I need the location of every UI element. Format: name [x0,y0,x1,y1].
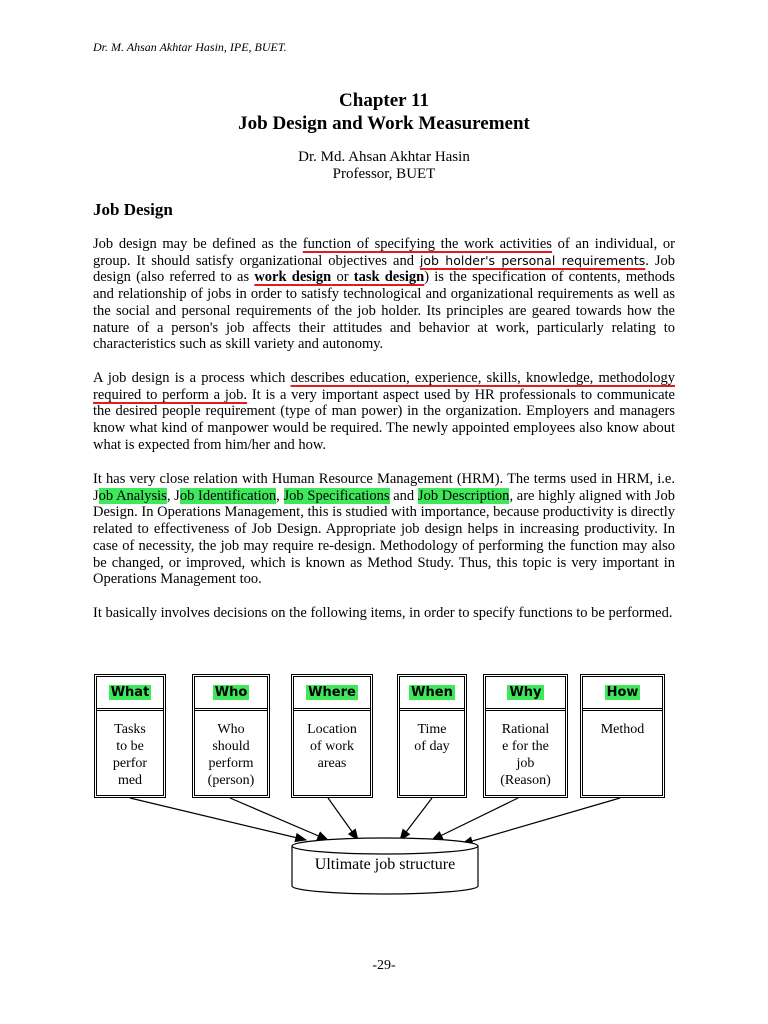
column-how [580,674,665,798]
column-line: Rational [501,722,550,737]
column-head: Where [308,685,356,700]
highlighted-term: Job Specifications [283,487,390,504]
paragraph-1: Job design may be defined as the function of specifying the work activities of an individual, or group. It should satisfy organizational objectives and job holder's personal requirements. Job design (also referred to as work design or task design) is the specification of contents, methods and relationship of jobs in order to satisfy technological and organizational requirements as well as the social and personal requirements of the job holder. Its principles are geared towards how the nature of a person's job affects their attitudes and behavior at work, particularly relating to characteristics such as skill variety and autonomy. [93,236,675,353]
column-line: perform [208,756,254,771]
highlighted-term: ob Analysis [98,487,167,504]
column-head: When [411,685,453,700]
column-head: How [606,685,639,700]
paragraph-3: It has very close relation with Human Resource Management (HRM). The terms used in HRM, i.e. Job Analysis, Job Identification, Job Specifications and Job Description, are highly aligned with Job Design. In Operations Management, this is studied with importance, because productivity is directly related to effectiveness of Job Design. Appropriate job design helps in increasing productivity. In case of necessity, the job may require re-design. Methodology of performing the function may also be changed, or improved, which is known as Method Study. Thus, this topic is very important in Operations Management too. [93,471,676,588]
column-line: Who [217,722,245,737]
column-line: Location [307,722,357,737]
column-why [483,674,568,798]
chapter-title: Job Design and Work Measurement [238,113,530,134]
column-line: med [117,773,143,788]
column-line: job [516,756,535,771]
column-head: What [110,685,150,700]
highlighted-term: Job Description [417,487,510,504]
highlighted-term: ob Identification [179,487,277,504]
bold-term: task design [353,269,425,286]
author-title: Professor, BUET [332,166,436,182]
author-name: Dr. Md. Ahsan Akhtar Hasin [298,149,470,165]
column-head: Who [214,685,248,700]
column-head: Why [509,685,542,700]
underlined-phrase: job holder's personal requirements [419,252,646,268]
column-line: perfor [112,756,148,771]
underlined-phrase: describes education, experience, skills, knowledge, methodology required to perform a job. [93,370,675,403]
column-when [397,674,467,798]
column-line: Tasks [114,722,146,737]
arrow-how [462,798,620,844]
column-where [291,674,373,798]
column-what [94,674,166,798]
page-number: -29- [372,958,396,973]
column-line: of day [414,739,450,754]
column-line: should [212,739,250,754]
result-label: Ultimate job structure [314,856,456,873]
paragraph-4: It basically involves decisions on the following items, in order to specify functions to be performed. [93,605,673,621]
column-line: to be [116,739,144,754]
arrow-when [400,798,432,840]
paragraph-2: A job design is a process which describes education, experience, skills, knowledge, methodology required to perform a job. It is a very important aspect used by HR professionals to communicate the desired people requirement (type of man power) in the organization. Employers and managers know what kind of manpower would be required. The newly appointed employees also know about what is expected from him/her and how. [93,370,675,453]
bold-term: work design [254,269,332,286]
section-title: Job Design [93,200,173,219]
underlined-phrase: function of specifying the work activities [302,236,552,252]
chapter-number: Chapter 11 [339,90,429,111]
arrow-where [328,798,358,840]
arrow-why [432,798,518,840]
running-header: Dr. M. Ahsan Akhtar Hasin, IPE, BUET. [93,40,287,54]
column-line: (person) [207,773,255,788]
column-line: Method [600,722,645,737]
column-line: (Reason) [500,773,551,788]
column-line: Time [417,722,447,737]
column-line: areas [317,756,347,771]
column-line: e for the [502,739,549,754]
column-line: of work [310,739,354,754]
column-who [192,674,270,798]
